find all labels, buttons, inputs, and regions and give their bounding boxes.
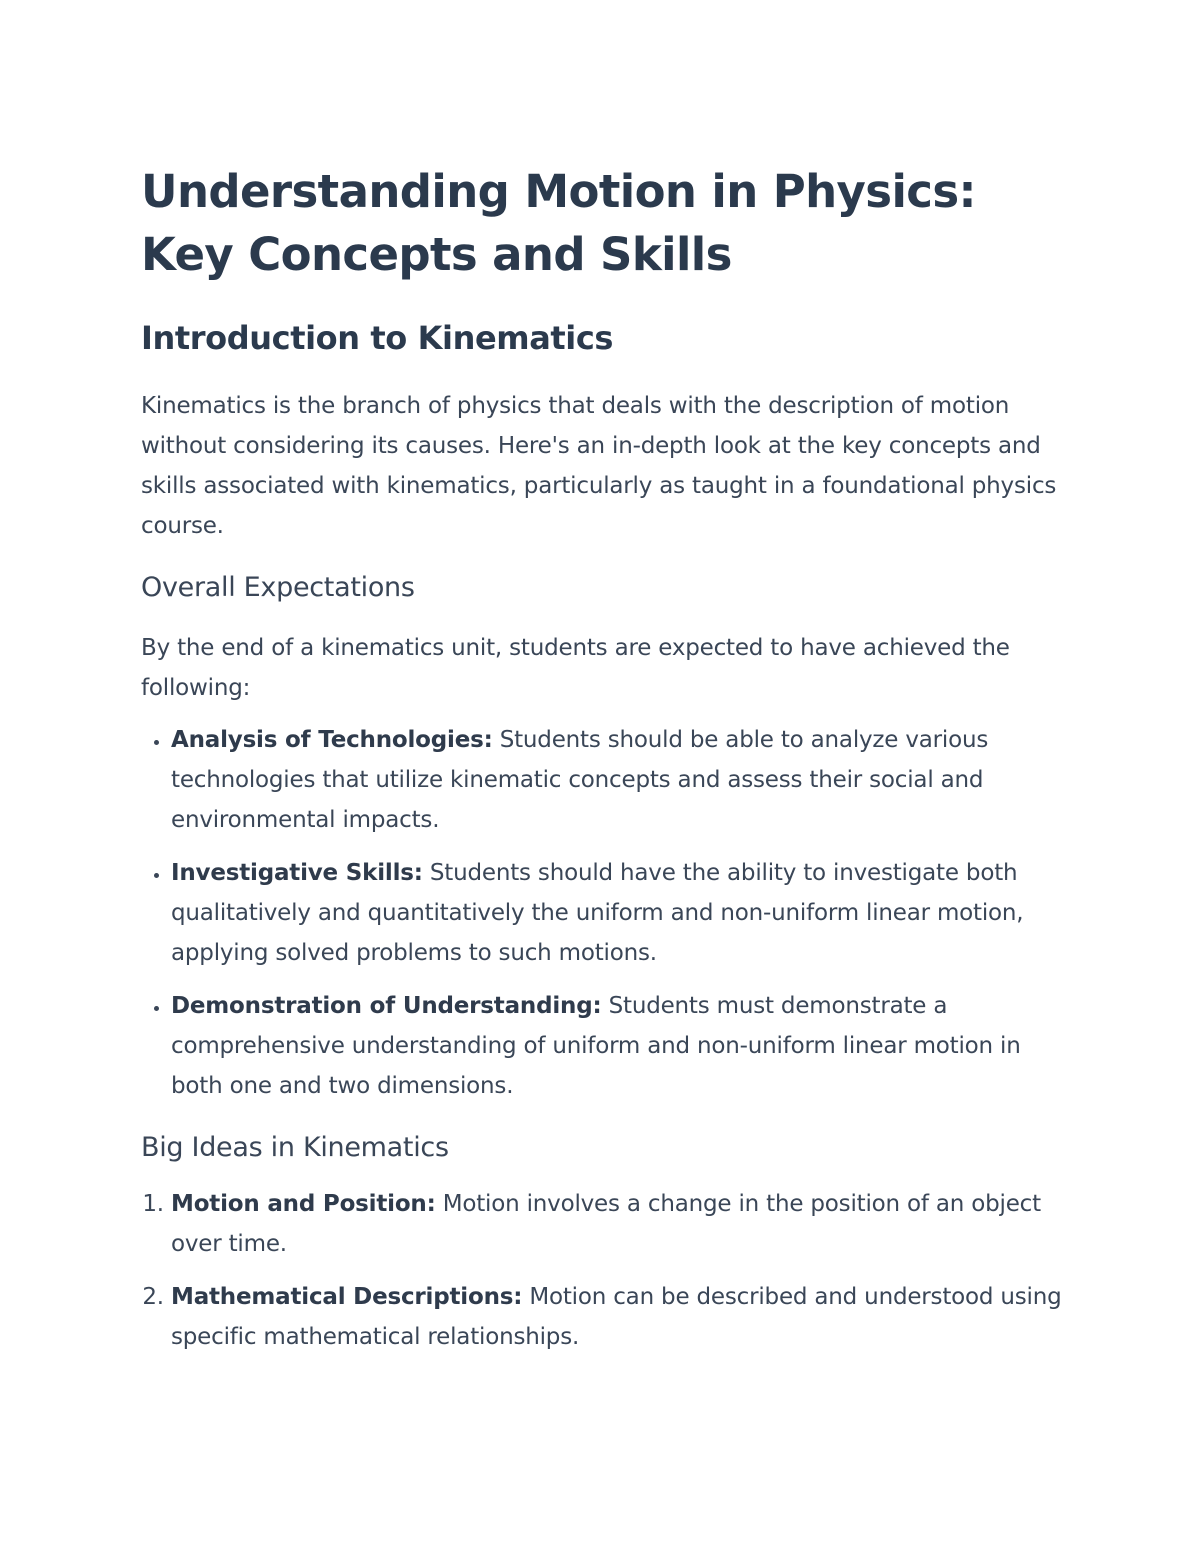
list-item-term: Demonstration of Understanding: bbox=[171, 993, 602, 1019]
list-item-text: Students should be able to analyze various technologies that utilize kinematic concepts and assess their social and environmental impacts. bbox=[171, 727, 989, 833]
list-item-term: Investigative Skills: bbox=[171, 860, 423, 886]
list-item-text: Students should have the ability to investigate both qualitatively and quantitatively the uniform and non-uniform linear motion, applying solved problems to such motions. bbox=[171, 860, 1024, 966]
overall-expectations-heading: Overall Expectations bbox=[141, 572, 415, 603]
big-ideas-heading: Big Ideas in Kinematics bbox=[141, 1132, 449, 1163]
list-item-text: Students must demonstrate a comprehensive understanding of uniform and non-uniform linear motion in both one and two dimensions. bbox=[171, 993, 1021, 1099]
expectations-list bbox=[141, 720, 1066, 1106]
document-page bbox=[141, 160, 1066, 1357]
list-item bbox=[171, 1277, 1066, 1357]
list-item bbox=[171, 986, 1066, 1106]
list-item-text: Motion involves a change in the position of an object over time. bbox=[171, 1191, 1041, 1257]
big-ideas-list bbox=[141, 1184, 1066, 1357]
list-item-text: Motion can be described and understood using specific mathematical relationships. bbox=[171, 1284, 1062, 1350]
page-title: Understanding Motion in Physics: Key Concepts and Skills bbox=[141, 165, 976, 281]
list-item-term: Mathematical Descriptions: bbox=[171, 1284, 523, 1310]
list-item bbox=[171, 720, 1066, 840]
list-item bbox=[171, 853, 1066, 973]
list-item-term: Motion and Position: bbox=[171, 1191, 436, 1217]
overall-expectations-paragraph: By the end of a kinematics unit, students are expected to have achieved the following: bbox=[141, 635, 1010, 701]
intro-paragraph: Kinematics is the branch of physics that deals with the description of motion without considering its causes. Here's an in-depth look at the key concepts and skills associated with kinematics, particularly as taught in a foundational physics course. bbox=[141, 393, 1057, 539]
intro-heading: Introduction to Kinematics bbox=[141, 319, 614, 357]
list-item-term: Analysis of Technologies: bbox=[171, 727, 493, 753]
list-item bbox=[171, 1184, 1066, 1264]
